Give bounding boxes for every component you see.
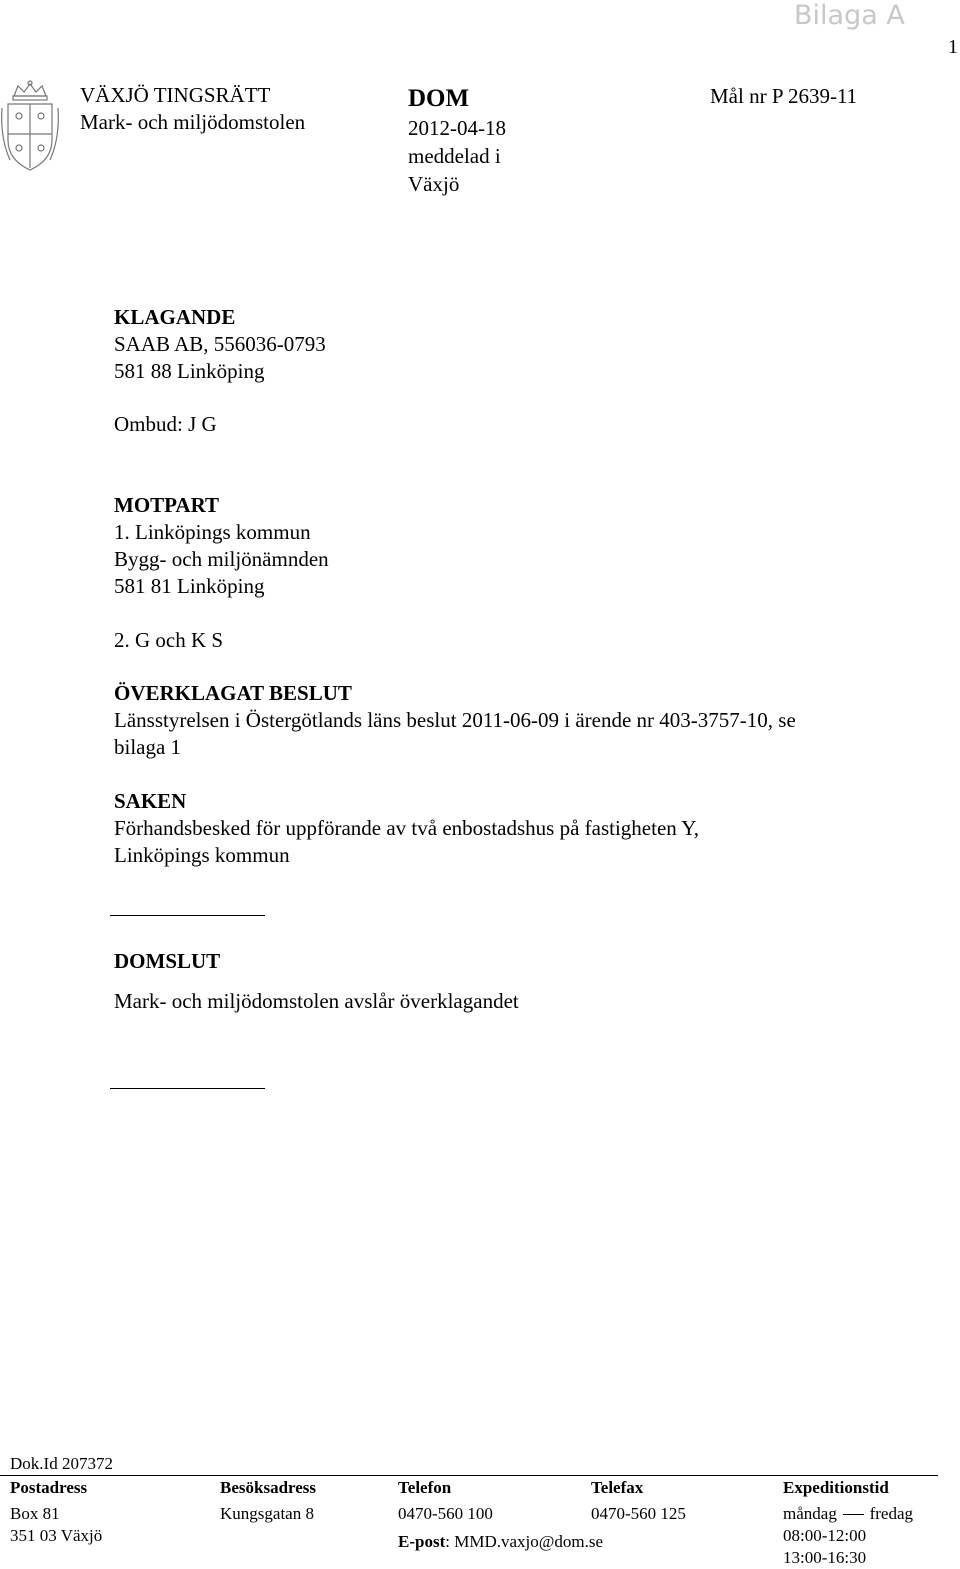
- footer-exp-day-start: måndag: [783, 1504, 837, 1523]
- footer-epost-label: E-post: [398, 1532, 446, 1551]
- footer-postadress-box: Box 81: [10, 1504, 60, 1523]
- court-header: [80, 82, 305, 136]
- domslut-heading-text: DOMSLUT: [114, 949, 221, 973]
- court-division: Mark- och miljödomstolen: [80, 110, 306, 134]
- page-number: 1: [948, 36, 958, 58]
- footer-besoksadress-label: Besöksadress: [220, 1478, 317, 1497]
- issued-city: Växjö: [408, 172, 460, 196]
- footer-epost-address: : MMD.vaxjo@dom.se: [445, 1532, 604, 1551]
- saken-section: [114, 788, 699, 869]
- document-id: Dok.Id 207372: [10, 1454, 113, 1473]
- footer-telefax: 0470-560 125: [591, 1504, 686, 1523]
- footer-postadress-city: 351 03 Växjö: [10, 1526, 103, 1545]
- footer-postadress: [10, 1503, 102, 1547]
- footer-expeditionstid: [783, 1503, 913, 1569]
- footer-exp-day-end: fredag: [869, 1504, 913, 1523]
- saken-text-line2: Linköpings kommun: [114, 843, 290, 867]
- footer-epost: [398, 1531, 603, 1553]
- footer-exp-days: [783, 1503, 913, 1525]
- footer-besoksadress: Kungsgatan 8: [220, 1504, 314, 1523]
- coat-of-arms-emblem: [0, 78, 60, 178]
- klagande-section: [114, 304, 326, 385]
- motpart-party1-address: 581 81 Linköping: [114, 574, 265, 598]
- motpart-heading: MOTPART: [114, 493, 220, 517]
- footer-divider: [0, 1475, 938, 1476]
- saken-text-line1: Förhandsbesked för uppförande av två enbostadshus på fastigheten Y,: [114, 816, 699, 840]
- klagande-name: SAAB AB, 556036-0793: [114, 332, 326, 356]
- footer-exp-hours-morning: 08:00-12:00: [783, 1526, 867, 1545]
- case-number: Mål nr P 2639-11: [710, 84, 858, 108]
- domslut-text: Mark- och miljödomstolen avslår överklagandet: [114, 989, 519, 1013]
- footer-telefax-label: Telefax: [591, 1478, 644, 1497]
- document-date: 2012-04-18: [408, 116, 506, 140]
- footer-telefon-label: Telefon: [398, 1478, 452, 1497]
- motpart-section: [114, 492, 329, 600]
- footer-postadress-label: Postadress: [10, 1478, 88, 1497]
- document-info: [408, 84, 506, 198]
- watermark-bilaga: Bilaga A: [794, 0, 905, 31]
- klagande-heading: KLAGANDE: [114, 305, 236, 329]
- document-type: DOM: [408, 85, 470, 112]
- motpart-party1-unit: Bygg- och miljönämnden: [114, 547, 329, 571]
- footer-telefon: 0470-560 100: [398, 1504, 493, 1523]
- klagande-ombud: Ombud: J G: [114, 412, 217, 436]
- motpart-party2: 2. G och K S: [114, 628, 224, 652]
- saken-heading: SAKEN: [114, 789, 187, 813]
- overklagat-text-line2: bilaga 1: [114, 735, 182, 759]
- footer-exp-hours-afternoon: 13:00-16:30: [783, 1548, 867, 1567]
- footer-expeditionstid-label: Expeditionstid: [783, 1478, 889, 1497]
- motpart-party1-name: 1. Linköpings kommun: [114, 520, 311, 544]
- divider-line: [110, 1088, 265, 1089]
- overklagat-section: [114, 680, 796, 761]
- issued-label: meddelad i: [408, 144, 501, 168]
- domslut-heading: [114, 948, 220, 975]
- overklagat-text-line1: Länsstyrelsen i Östergötlands läns beslut 2011-06-09 i ärende nr 403-3757-10, se: [114, 708, 796, 732]
- klagande-address: 581 88 Linköping: [114, 359, 265, 383]
- court-name: VÄXJÖ TINGSRÄTT: [80, 83, 271, 107]
- overklagat-heading: ÖVERKLAGAT BESLUT: [114, 681, 352, 705]
- divider-line: [110, 915, 265, 916]
- footer-exp-dash: [843, 1514, 864, 1515]
